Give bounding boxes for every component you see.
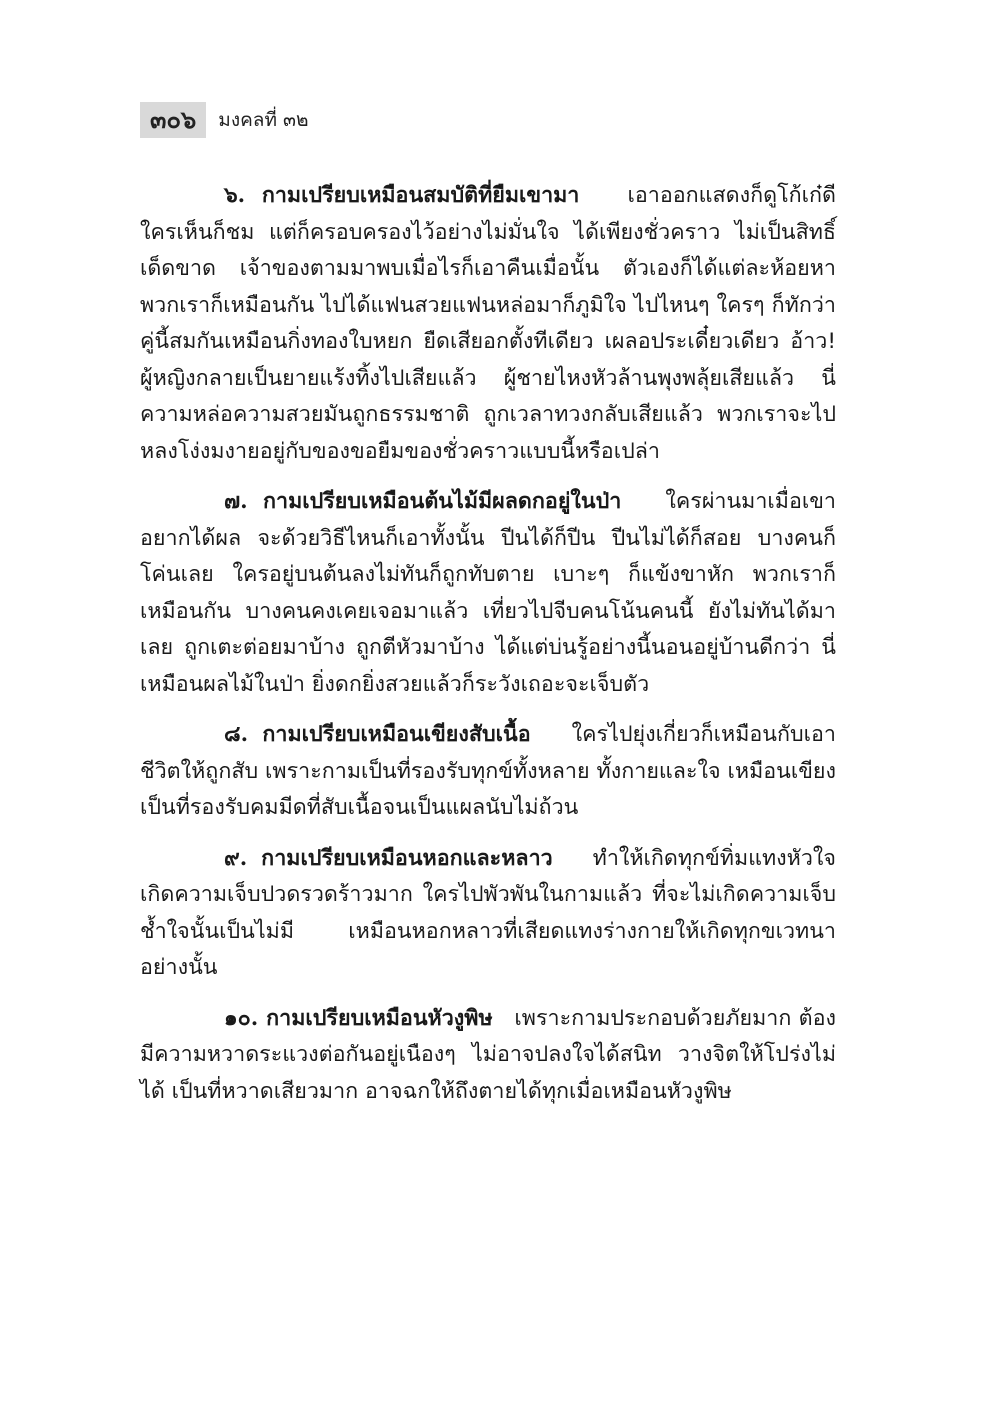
page-header <box>140 102 309 138</box>
paragraph-body: ทำให้เกิดทุกข์ทิ่มแทงหัวใจ เกิดความเจ็บปวดรวดร้าวมาก ใครไปพัวพันในกามแล้ว ที่จะไม่เกิดความเจ็บช้ำใจนั้นเป็นไม่มี เหมือนหอกหลาวที่เสียดแทงร่างกายให้เกิดทุกขเวทนาอย่างนั้น <box>140 845 836 980</box>
paragraph-heading: ๘. กามเปรียบเหมือนเขียงสับเนื้อ <box>224 722 531 747</box>
paragraph-10 <box>140 1001 836 1111</box>
paragraph-body: เอาออกแสดงก็ดูโก้เก๋ดี ใครเห็นก็ชม แต่ก็ครอบครองไว้อย่างไม่มั่นใจ ได้เพียงชั่วคราว ไม่เป็นสิทธิ์เด็ดขาด เจ้าของตามมาพบเมื่อไรก็เอาคืนเมื่อนั้น ตัวเองก็ได้แต่ละห้อยหา พวกเราก็เหมือนกัน ไปได้แฟนสวยแฟนหล่อมาก็ภูมิใจ ไปไหนๆ ใครๆ ก็ทักว่าคู่นี้สมกันเหมือนกิ่งทองใบหยก ยืดเสียอกตั้งทีเดียว เผลอประเดี๋ยวเดียว อ้าว! ผู้หญิงกลายเป็นยายแร้งทิ้งไปเสียแล้ว ผู้ชายไหงหัวล้านพุงพลุ้ยเสียแล้ว นี่ความหล่อความสวยมันถูกธรรมชาติ ถูกเวลาทวงกลับเสียแล้ว พวกเราจะไปหลงโง่งมงายอยู่กับของขอยืมของชั่วคราวแบบนี้หรือเปล่า <box>140 183 836 464</box>
paragraph-body: ใครผ่านมาเมื่อเขาอยากได้ผล จะด้วยวิธีไหนก็เอาทั้งนั้น ปีนได้ก็ปีน ปีนไม่ได้ก็สอย บางคนก็โค่นเลย ใครอยู่บนต้นลงไม่ทันก็ถูกทับตาย เบาะๆ ก็แข้งขาหัก พวกเราก็เหมือนกัน บางคนคงเคยเจอมาแล้ว เที่ยวไปจีบคนโน้นคนนี้ ยังไม่ทันได้มาเลย ถูกเตะต่อยมาบ้าง ถูกตีหัวมาบ้าง ได้แต่บ่นรู้อย่างนี้นอนอยู่บ้านดีกว่า นี่เหมือนผลไม้ในป่า ยิ่งดกยิ่งสวยแล้วก็ระวังเถอะจะเจ็บตัว <box>140 489 836 697</box>
paragraph-heading: ๗. กามเปรียบเหมือนต้นไม้มีผลดกอยู่ในป่า <box>224 489 622 514</box>
paragraph-7 <box>140 484 836 703</box>
running-head: มงคลที่ ๓๒ <box>218 109 309 131</box>
paragraph-8 <box>140 717 836 827</box>
page-number: ๓๐๖ <box>140 102 206 138</box>
paragraph-body: ใครไปยุ่งเกี่ยวก็เหมือนกับเอาชีวิตให้ถูกสับ เพราะกามเป็นที่รองรับทุกข์ทั้งหลาย ทั้งกายและใจ เหมือนเขียงเป็นที่รองรับคมมีดที่สับเนื้อจนเป็นแผลนับไม่ถ้วน <box>140 722 836 820</box>
paragraph-heading: ๙. กามเปรียบเหมือนหอกและหลาว <box>224 845 553 871</box>
paragraph-body: เพราะกามประกอบด้วยภัยมาก ต้องมีความหวาดระแวงต่อกันอยู่เนืองๆ ไม่อาจปลงใจได้สนิท วางจิตให้โปร่งไม่ได้ เป็นที่หวาดเสียวมาก อาจฉกให้ถึงตายได้ทุกเมื่อเหมือนหัวงูพิษ <box>140 1005 836 1104</box>
paragraph-heading: ๖. กามเปรียบเหมือนสมบัติที่ยืมเขามา <box>224 183 580 208</box>
page-body <box>140 178 836 1124</box>
paragraph-heading: ๑๐. กามเปรียบเหมือนหัวงูพิษ <box>224 1005 493 1031</box>
paragraph-9 <box>140 841 836 987</box>
paragraph-6 <box>140 178 836 470</box>
